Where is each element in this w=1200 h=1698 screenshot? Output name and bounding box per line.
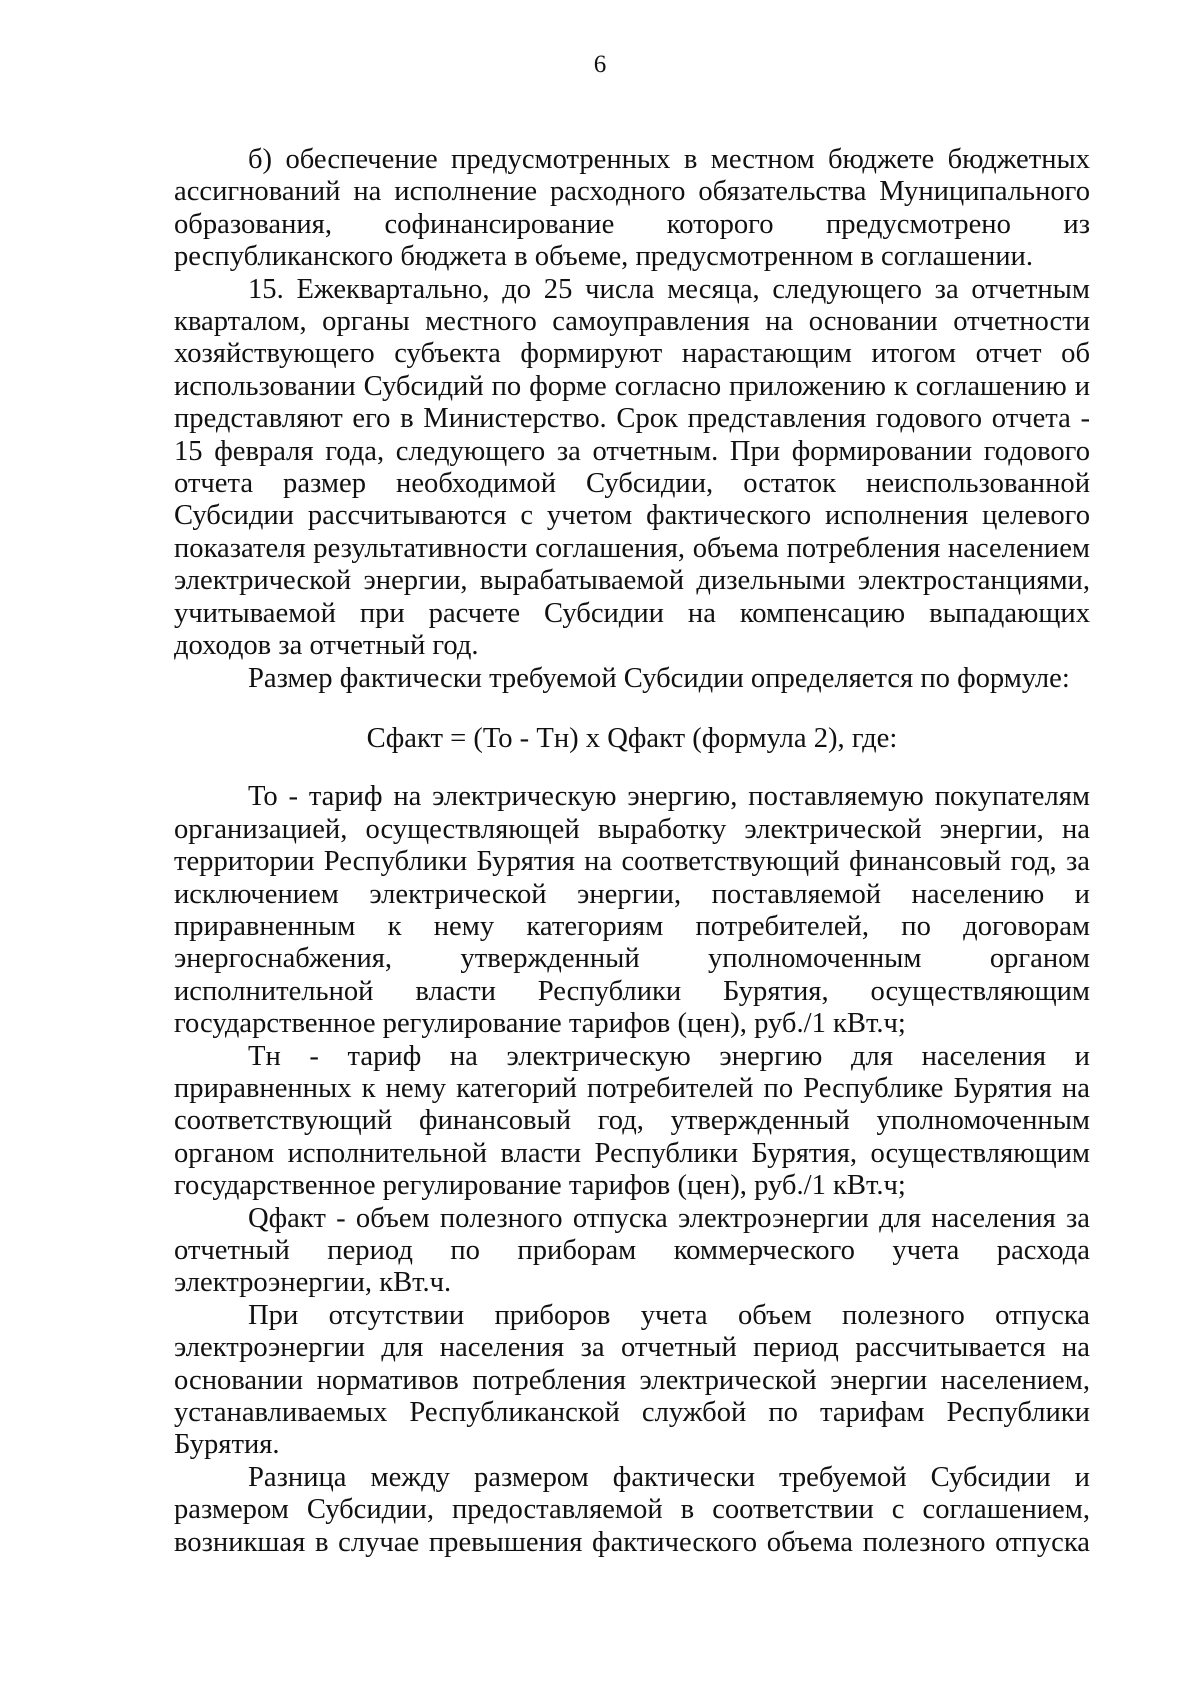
document-body xyxy=(174,144,1090,1559)
paragraph-formula-intro: Размер фактически требуемой Субсидии определяется по формуле: xyxy=(248,662,1070,694)
paragraph-no-meters: При отсутствии приборов учета объем полезного отпуска электроэнергии для населения за отчетный период рассчитывается на основании нормативов потребления электрической энергии населением, устанавливаемых Республиканской службой по тарифам Республики Бурятия. xyxy=(174,1299,1090,1461)
paragraph-subsection-b: б) обеспечение предусмотренных в местном бюджете бюджетных ассигнований на исполнение расходного обязательства Муниципального образования, софинансирование которого предусмотрено из республиканского бюджета в объеме, предусмотренном в соглашении. xyxy=(174,144,1090,273)
page-number: 6 xyxy=(593,51,607,78)
paragraph-item-15: 15. Ежеквартально, до 25 числа месяца, следующего за отчетным кварталом, органы местного самоуправления на основании отчетности хозяйствующего субъекта формируют нарастающим итогом отчет об использовании Субсидий по форме согласно приложению к соглашению и представляют его в Министерство. Срок представления годового отчета - 15 февраля года, следующего за отчетным. При формировании годового отчета размер необходимой Субсидии, остаток неиспользованной Субсидии рассчитываются с учетом фактического исполнения целевого показателя результативности соглашения, объема потребления населением электрической энергии, вырабатываемой дизельными электростанциями, учитываемой при расчете Субсидии на компенсацию выпадающих доходов за отчетный год. xyxy=(174,273,1090,662)
formula-2: Сфакт = (То - Тн) x Qфакт (формула 2), где: xyxy=(366,722,898,754)
paragraph-difference: Разница между размером фактически требуемой Субсидии и размером Субсидии, предоставляемой в соответствии с соглашением, возникшая в случае превышения фактического объема полезного отпуска xyxy=(174,1461,1090,1558)
definition-to: То - тариф на электрическую энергию, поставляемую покупателям организацией, осуществляющей выработку электрической энергии, на территории Республики Бурятия на соответствующий финансовый год, за исключением электрической энергии, поставляемой населению и приравненным к нему категориям потребителей, по договорам энергоснабжения, утвержденный уполномоченным органом исполнительной власти Республики Бурятия, осуществляющим государственное регулирование тарифов (цен), руб./1 кВт.ч; xyxy=(174,781,1090,1040)
definition-qfakt: Qфакт - объем полезного отпуска электроэнергии для населения за отчетный период по приборам коммерческого учета расхода электроэнергии, кВт.ч. xyxy=(174,1202,1090,1299)
definition-tn: Тн - тариф на электрическую энергию для населения и приравненных к нему категорий потребителей по Республике Бурятия на соответствующий финансовый год, утвержденный уполномоченным органом исполнительной власти Республики Бурятия, осуществляющим государственное регулирование тарифов (цен), руб./1 кВт.ч; xyxy=(174,1040,1090,1202)
